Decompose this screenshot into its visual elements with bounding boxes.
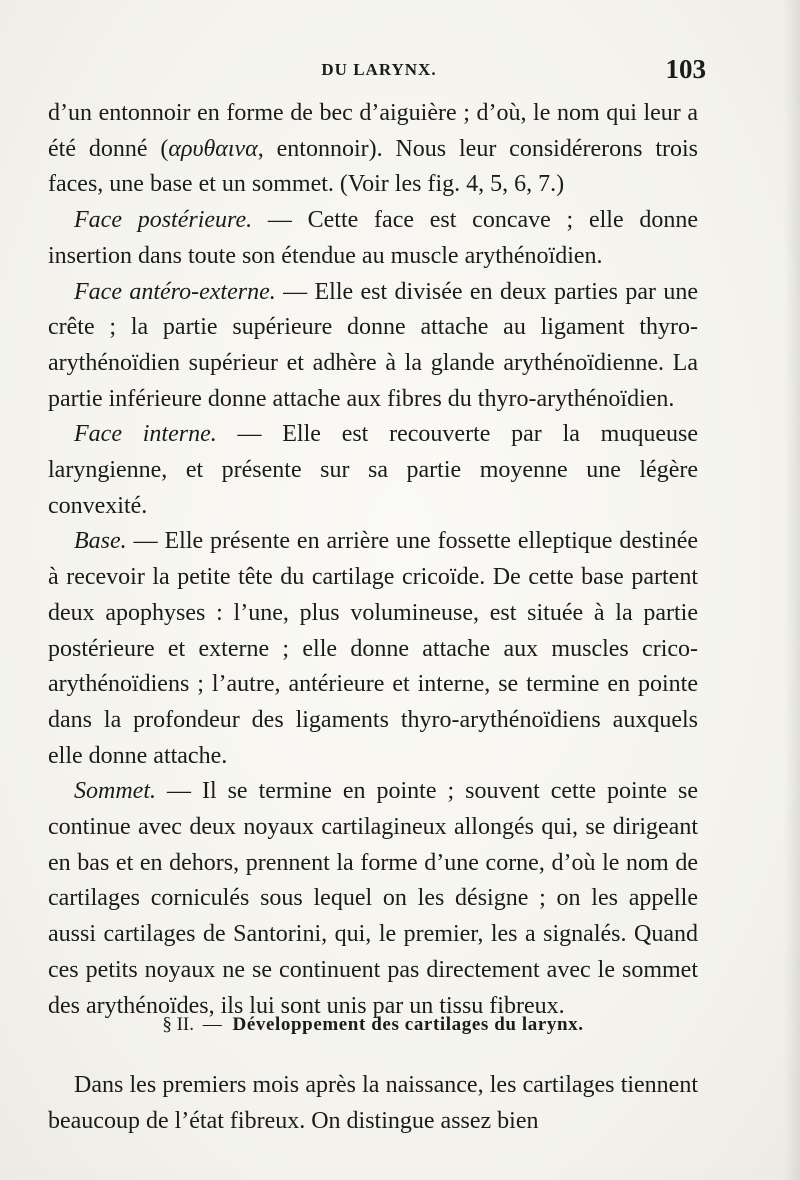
text-sommet: — Il se termine en pointe ; souvent cette pointe se continue avec deux noyaux cartilagineux allongés qui, se dirigeant en bas et en dehors, prennent la forme d’une corne, d’où le nom de cartilages corniculés sous lequel on les désigne ; on les appelle aussi cartilages de Santorini, qui, le premier, les a signalés. Quand ces petits noyaux ne se continuent pas directement avec le sommet des arythénoïdes, ils lui sont unis par un tissu fibreux. — [48, 778, 698, 1019]
closing-text — [48, 1068, 698, 1139]
running-head: DU LARYNX. — [321, 60, 437, 79]
paragraph-base — [48, 524, 698, 774]
page-header — [48, 54, 710, 90]
section-dash: — — [202, 1014, 222, 1035]
lead-face-posterieure: Face postérieure. — [74, 207, 253, 234]
lead-face-interne: Face interne. — [74, 421, 217, 448]
lead-base: Base. — [74, 528, 127, 555]
page-number: 103 — [665, 54, 706, 84]
paragraph-sommet — [48, 774, 698, 1024]
section-heading — [48, 1014, 698, 1036]
intro-text-start: d’un entonnoir en forme de bec d’aiguière ; d’où, le nom qui leur a été donné ( — [48, 100, 698, 162]
section-title: Développement des cartilages du larynx. — [232, 1014, 584, 1035]
paragraph-face-posterieure — [48, 203, 698, 274]
page-edge-shadow — [784, 0, 800, 1180]
text-face-interne: — Elle est recouverte par la muqueuse laryngienne, et présente sur sa partie moyenne une légère convexité. — [48, 421, 698, 519]
body-text — [48, 96, 698, 1024]
lead-face-antero-externe: Face antéro-externe. — [74, 278, 276, 305]
text-face-antero-externe: — Elle est divisée en deux parties par une crête ; la partie supérieure donne attache au ligament thyro-arythénoïdien supérieur et adhère à la glande arythénoïdienne. La partie inférieure donne attache aux fibres du thyro-arythénoïdien. — [48, 278, 699, 412]
paragraph-face-antero-externe — [48, 275, 698, 418]
text-face-posterieure: — Cette face est concave ; elle donne insertion dans toute son étendue au muscle arythénoïdien. — [48, 207, 698, 269]
intro-text-end: , entonnoir). Nous leur considérerons trois faces, une base et un sommet. (Voir les fig. 4, 5, 6, 7.) — [48, 135, 698, 198]
text-base: — Elle présente en arrière une fossette elleptique destinée à recevoir la petite tête du cartilage cricoïde. De cette base partent deux apophyses : l’une, plus volumineuse, est située à la partie postérieure et externe ; elle donne attache aux muscles crico-arythénoïdiens ; l’autre, antérieure et interne, se termine en pointe dans la profondeur des ligaments thyro-arythénoïdiens auxquels elle donne attache. — [48, 528, 698, 769]
greek-word: αρυθαινα — [168, 135, 258, 162]
section-number: § II. — [162, 1014, 195, 1035]
lead-sommet: Sommet. — [74, 778, 156, 805]
paragraph-face-interne — [48, 417, 698, 524]
paragraph-closing: Dans les premiers mois après la naissance, les cartilages tiennent beaucoup de l’état fibreux. On distingue assez bien — [48, 1072, 698, 1134]
paragraph-intro — [48, 96, 698, 203]
